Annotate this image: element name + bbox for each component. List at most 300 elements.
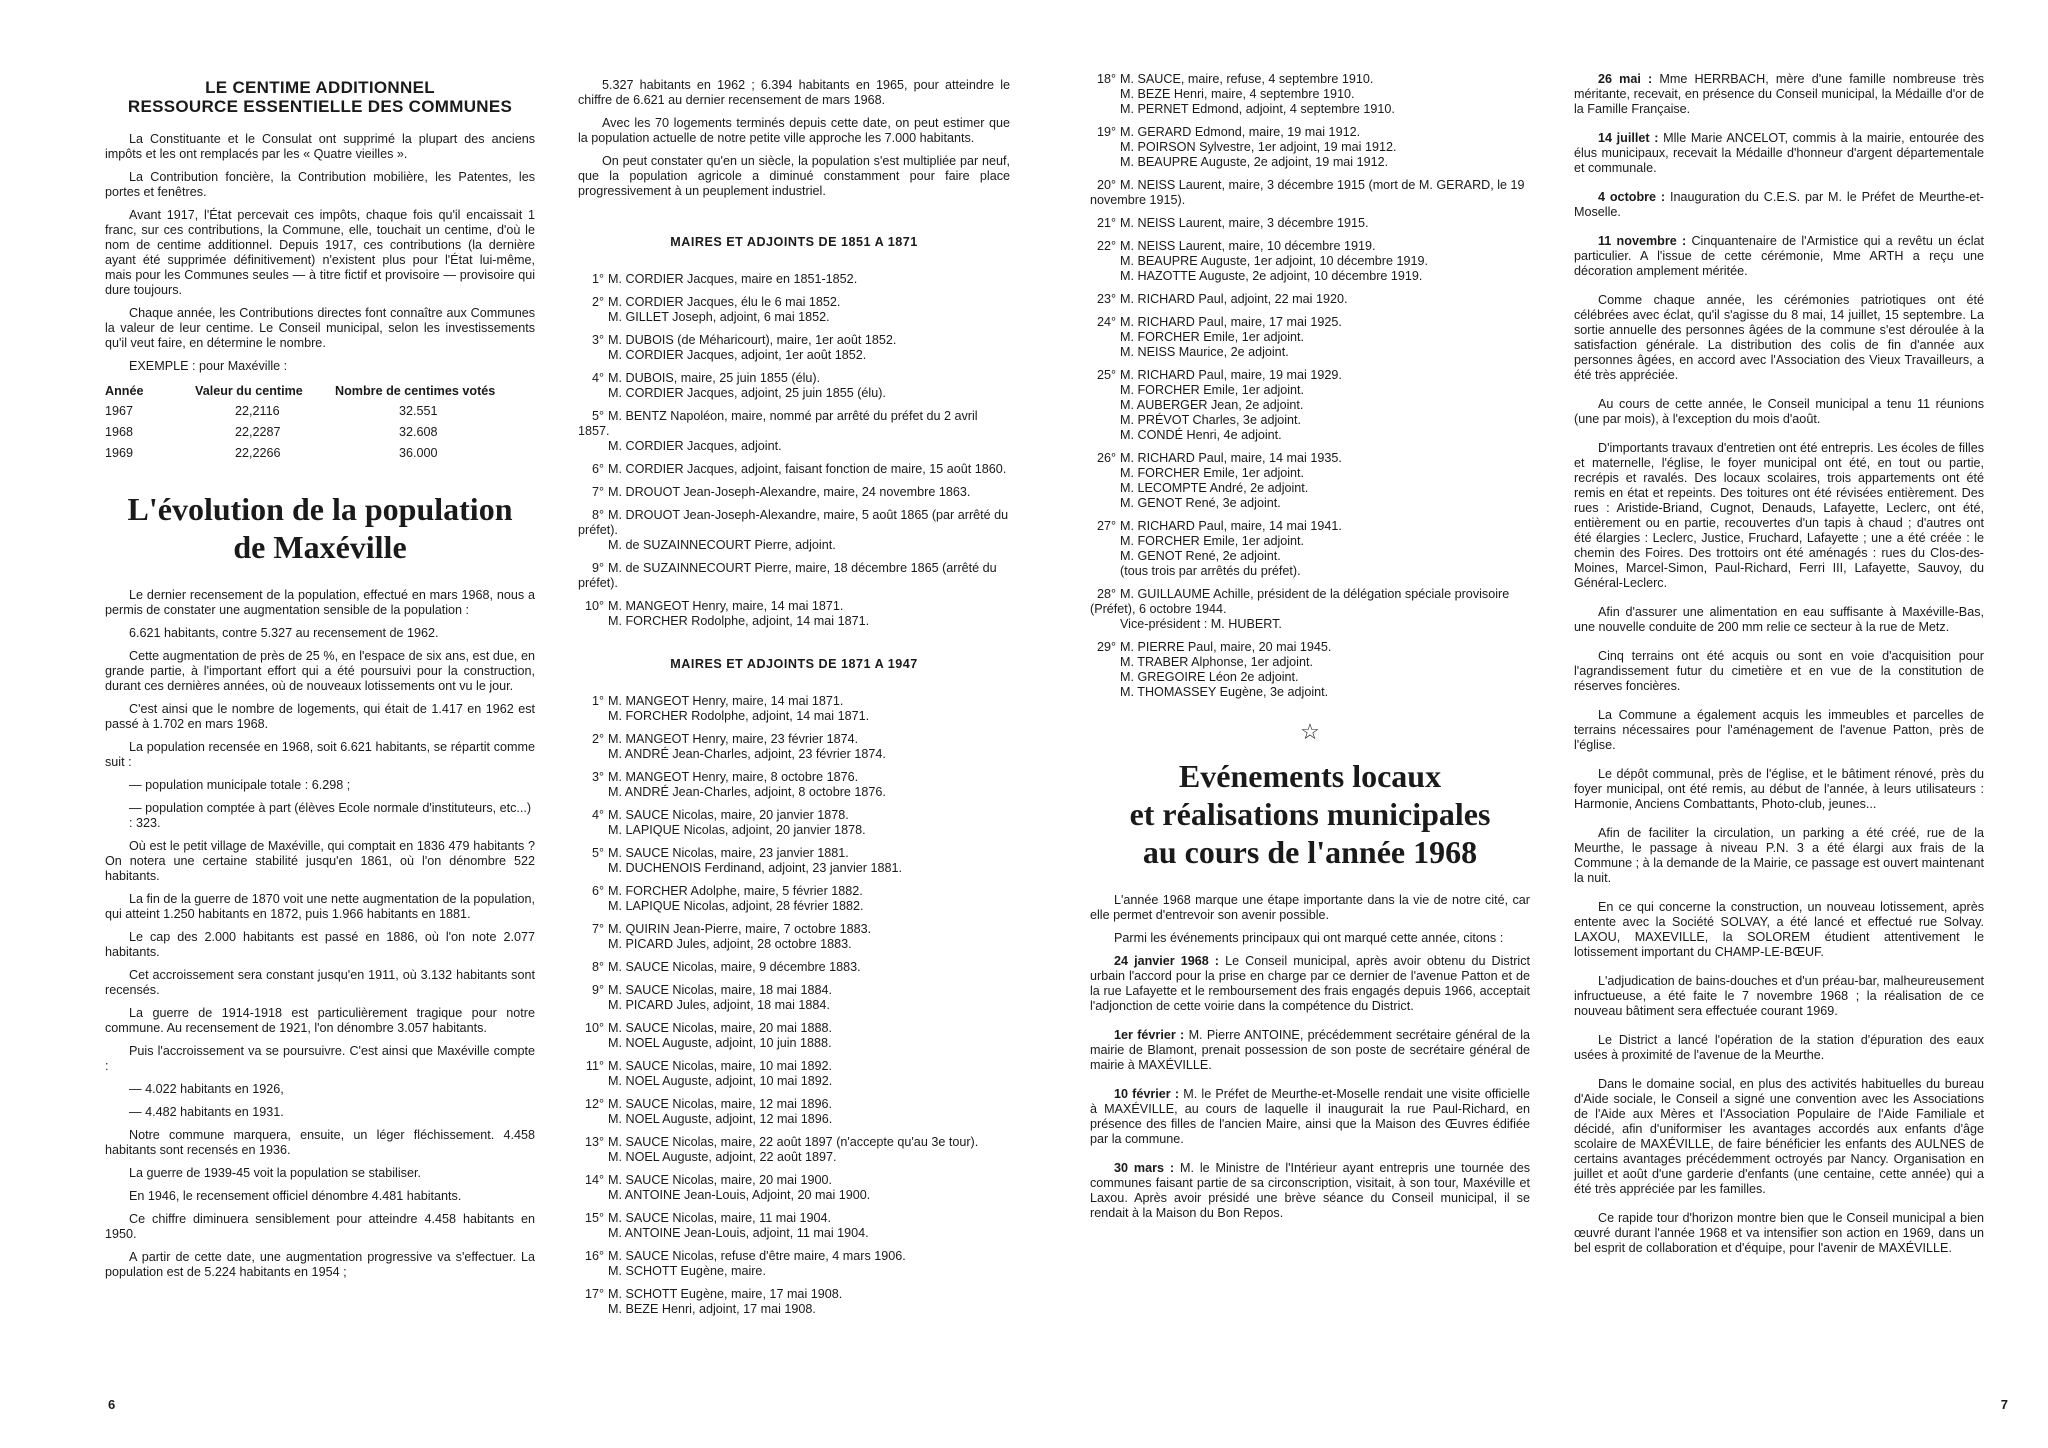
paragraph: 6.621 habitants, contre 5.327 au recensement de 1962. (129, 626, 439, 640)
mayors-list-1910-1945 (1090, 72, 1530, 700)
mayor-entry (578, 1249, 1010, 1279)
entry-line: M. FORCHER Rodolphe, adjoint, 14 mai 1871. (608, 614, 870, 628)
entry-number: 9° (591, 561, 604, 575)
paragraph: L'adjudication de bains-douches et d'un préau-bar, malheureusement infructueuse, a été faite le 7 novembre 1968 ; la réalisation de ce nouveau bâtiment sera effectuée courant 1969. (1574, 974, 1984, 1018)
entry-number: 18° (1096, 72, 1116, 86)
paragraph: Notre commune marquera, ensuite, un léger fléchissement. 4.458 habitants sont recensés en 1936. (105, 1128, 535, 1157)
entry-first-line (578, 371, 1010, 386)
entry-number: 27° (1096, 519, 1116, 533)
entry-line: M. NOEL Auguste, adjoint, 10 mai 1892. (608, 1074, 833, 1088)
event-paragraph (1090, 954, 1530, 1014)
table-header: Année (105, 384, 144, 398)
mayor-entry (578, 1173, 1010, 1203)
paragraph: Avant 1917, l'État percevait ces impôts, chaque fois qu'il encaissait 1 franc, sur ces contributions, la Commune, elle, touchait un centime, d'où le nom de centime additionnel. Depuis 1917, ces contributions (la dernière ayant été supprimée définitivement) n'existent plus pour l'État lui-même, mais pour les Communes seules — à titre fictif et provisoire — provisoire qui dure toujours. (105, 208, 535, 297)
paragraph: La guerre de 1939-45 voit la population se stabiliser. (129, 1166, 421, 1180)
entry-first-line (578, 333, 1010, 348)
entry-line: M. PICARD Jules, adjoint, 28 octobre 1883. (608, 937, 852, 951)
paragraph: La fin de la guerre de 1870 voit une nette augmentation de la population, qui atteint 1.250 habitants en 1872, puis 1.966 habitants en 1881. (105, 892, 535, 921)
entry-text: M. NEISS Laurent, maire, 3 décembre 1915 (mort de M. GERARD, le 19 novembre 1915). (1090, 178, 1525, 207)
entry-line: M. GENOT René, 3e adjoint. (1120, 496, 1281, 510)
entry-number: 7° (591, 922, 604, 936)
mayor-entry (578, 462, 1010, 477)
entry-text: M. GERARD Edmond, maire, 19 mai 1912. (1120, 125, 1361, 139)
event-date: 1er février : (1114, 1028, 1185, 1042)
paragraph: La population recensée en 1968, soit 6.621 habitants, se répartit comme suit : (105, 740, 535, 769)
mayor-entry (578, 485, 1010, 500)
entry-first-line (578, 983, 1010, 998)
entry-first-line (1090, 178, 1530, 208)
table-cell: 36.000 (399, 446, 438, 460)
entry-number: 2° (591, 295, 604, 309)
entry-text: M. RICHARD Paul, maire, 17 mai 1925. (1120, 315, 1342, 329)
mayor-entry (1090, 315, 1530, 360)
event-paragraph (1574, 131, 1984, 176)
mayor-entry (578, 694, 1010, 724)
entry-number: 13° (584, 1135, 604, 1149)
event-text: Le Conseil municipal, après avoir obtenu du District urbain l'accord pour la prise en charge par ce dernier de l'avenue Patton et de la rue Lafayette et le remboursement des frais engagés depuis 1966, acceptait l'adjonction de cette voirie dans la compétence du District. (1090, 954, 1531, 1013)
entry-line: M. FORCHER Rodolphe, adjoint, 14 mai 1871. (608, 709, 870, 723)
entry-line: M. FORCHER Emile, 1er adjoint. (1120, 534, 1305, 548)
table-row (105, 401, 535, 422)
mayor-entry (578, 922, 1010, 952)
entry-line: M. BEZE Henri, adjoint, 17 mai 1908. (608, 1302, 816, 1316)
entry-number: 12° (584, 1097, 604, 1111)
events-title-line-2: et réalisations municipales (1129, 796, 1491, 832)
mayor-entry (578, 272, 1010, 287)
mayor-entry (1090, 292, 1530, 307)
paragraph: A partir de cette date, une augmentation progressive va s'effectuer. La population est de 5.224 habitants en 1954 ; (105, 1250, 535, 1279)
entry-text: M. MANGEOT Henry, maire, 14 mai 1871. (608, 599, 844, 613)
entry-number: 8° (591, 960, 604, 974)
event-paragraph (1090, 1028, 1530, 1073)
event-date: 14 juillet : (1598, 131, 1659, 145)
mayor-entry (578, 333, 1010, 363)
entry-line: M. NEISS Maurice, 2e adjoint. (1120, 345, 1289, 359)
entry-first-line (1090, 216, 1530, 231)
paragraph: On peut constater qu'en un siècle, la population s'est multipliée par neuf, que la population agricole a diminué constamment pour faire place progressivement à un peuplement industriel. (578, 154, 1010, 198)
entry-number: 2° (591, 732, 604, 746)
mayor-entry (1090, 125, 1530, 170)
left-page-column-1 (105, 78, 535, 1288)
paragraph: Comme chaque année, les cérémonies patriotiques ont été célébrées avec éclat, qu'il s'agisse du 8 mai, 14 juillet, 15 septembre. La sortie annuelle des personnes âgées de la commune s'est déroulée à la satisfaction générale. La distribution des colis de fin d'année aux personnes âgées, en accord avec l'Association des Vieux Travailleurs, a été très appréciée. (1574, 293, 1984, 382)
entry-line: M. PICARD Jules, adjoint, 18 mai 1884. (608, 998, 830, 1012)
entry-number: 5° (591, 846, 604, 860)
entry-text: M. PIERRE Paul, maire, 20 mai 1945. (1120, 640, 1332, 654)
entry-text: M. MANGEOT Henry, maire, 14 mai 1871. (608, 694, 844, 708)
events-paragraphs (1574, 293, 1984, 1256)
events-title-line-3: au cours de l'année 1968 (1142, 834, 1478, 870)
entry-first-line (578, 1249, 1010, 1264)
entry-text: M. RICHARD Paul, maire, 19 mai 1929. (1120, 368, 1342, 382)
mayors-list-1851-1871 (578, 272, 1010, 629)
entry-first-line (578, 1021, 1010, 1036)
entry-number: 17° (584, 1287, 604, 1301)
entry-line: M. BEZE Henri, maire, 4 septembre 1910. (1120, 87, 1355, 101)
entry-text: M. SCHOTT Eugène, maire, 17 mai 1908. (608, 1287, 843, 1301)
entry-first-line (578, 770, 1010, 785)
entry-first-line (1090, 72, 1530, 87)
mayor-entry (578, 1021, 1010, 1051)
entry-number: 19° (1096, 125, 1116, 139)
entry-text: M. RICHARD Paul, adjoint, 22 mai 1920. (1120, 292, 1348, 306)
entry-text: M. SAUCE Nicolas, maire, 10 mai 1892. (608, 1059, 832, 1073)
centime-heading-line-2: RESSOURCE ESSENTIELLE DES COMMUNES (127, 97, 513, 116)
entry-number: 7° (591, 485, 604, 499)
section-title-1871-1947: MAIRES ET ADJOINTS DE 1871 A 1947 (670, 657, 918, 671)
table-cell: 22,2266 (235, 446, 281, 460)
paragraph: Le dépôt communal, près de l'église, et le bâtiment rénové, près du foyer municipal, ont été remis, au début de l'année, à leurs utilisateurs : Harmonie, Anciens Combattants, Photo-club, jeunes... (1574, 767, 1984, 811)
mayor-entry (578, 846, 1010, 876)
entry-number: 28° (1096, 587, 1116, 601)
table-header-row (105, 382, 535, 401)
entry-first-line (578, 272, 1010, 287)
entry-line: M. BEAUPRE Auguste, 1er adjoint, 10 décembre 1919. (1120, 254, 1429, 268)
mayor-entry (578, 884, 1010, 914)
event-text: Inauguration du C.E.S. par M. le Préfet de Meurthe-et-Moselle. (1574, 190, 1984, 219)
paragraph: Cinq terrains ont été acquis ou sont en voie d'acquisition pour l'agrandissement futur du cimetière et en vue de la constitution de réserves foncières. (1574, 649, 1984, 693)
paragraph: Dans le domaine social, en plus des activités habituelles du bureau d'Aide sociale, le Conseil a signé une convention avec les Associations de l'Aide aux Mères et l'Association Populaire de l'Aide Familiale et décidé, afin d'uniformiser les avantages accordés aux enfants d'âge scolaire de MAXÉVILLE, de faire bénéficier les enfants des AULNES de certains avantages précédemment octroyés par Nancy. Organisation en juillet et août d'une garderie d'enfants (une centaine, cette année) qui a été très appréciée par les familles. (1574, 1077, 1984, 1196)
paragraph: Ce rapide tour d'horizon montre bien que le Conseil municipal a bien œuvré durant l'année 1968 et va intensifier son action en 1969, dans un bel esprit de collaboration et d'équipe, pour l'avenir de MAXÉVILLE. (1574, 1211, 1984, 1255)
entry-number: 20° (1096, 178, 1116, 192)
entry-text: M. MANGEOT Henry, maire, 8 octobre 1876. (608, 770, 859, 784)
entry-text: M. SAUCE Nicolas, maire, 12 mai 1896. (608, 1097, 832, 1111)
right-page-column-1 (1090, 72, 1530, 1235)
entry-line: M. PERNET Edmond, adjoint, 4 septembre 1910. (1120, 102, 1395, 116)
mayor-entry (1090, 178, 1530, 208)
entry-text: M. DUBOIS (de Méharicourt), maire, 1er août 1852. (608, 333, 897, 347)
centime-table (105, 382, 535, 464)
entry-first-line (578, 1173, 1010, 1188)
entry-text: M. SAUCE Nicolas, maire, 20 janvier 1878. (608, 808, 849, 822)
entry-text: M. DROUOT Jean-Joseph-Alexandre, maire, 24 novembre 1863. (608, 485, 971, 499)
paragraph: Puis l'accroissement va se poursuivre. C'est ainsi que Maxéville compte : (105, 1044, 535, 1073)
events-list (1090, 954, 1530, 1221)
paragraph: Où est le petit village de Maxéville, qui comptait en 1836 479 habitants ? On notera une certaine stabilité jusqu'en 1861, où l'on dénombre 522 habitants. (105, 839, 535, 883)
star-icon: ☆ (1300, 719, 1320, 744)
entry-first-line (578, 561, 1010, 591)
entry-line: M. de SUZAINNECOURT Pierre, adjoint. (608, 538, 836, 552)
entry-text: M. SAUCE Nicolas, maire, 23 janvier 1881. (608, 846, 849, 860)
entry-first-line (578, 884, 1010, 899)
entry-number: 22° (1096, 239, 1116, 253)
entry-text: M. de SUZAINNECOURT Pierre, maire, 18 décembre 1865 (arrêté du préfet). (578, 561, 997, 590)
dash-item: — 4.482 habitants en 1931. (129, 1105, 284, 1119)
entry-text: M. BENTZ Napoléon, maire, nommé par arrêté du préfet du 2 avril 1857. (578, 409, 978, 438)
paragraph: Parmi les événements principaux qui ont marqué cette année, citons : (1114, 931, 1504, 945)
paragraph: En ce qui concerne la construction, un nouveau lotissement, après entente avec la Société SOLVAY, a été lancé et effectué rue Solvay. LAXOU, MAXEVILLE, la SOLOREM étudient attentivement le lotissement important du CHAMP-LE-BŒUF. (1574, 900, 1984, 959)
paragraph: La Contribution foncière, la Contribution mobilière, les Patentes, les portes et fenêtres. (105, 170, 535, 199)
entry-text: M. RICHARD Paul, maire, 14 mai 1941. (1120, 519, 1342, 533)
entry-line: M. FORCHER Emile, 1er adjoint. (1120, 466, 1305, 480)
events-title-line-1: Evénements locaux (1178, 758, 1442, 794)
entry-text: M. MANGEOT Henry, maire, 23 février 1874. (608, 732, 859, 746)
events-title (1090, 757, 1530, 871)
example-label: EXEMPLE : pour Maxéville : (129, 359, 288, 373)
entry-number: 6° (591, 462, 604, 476)
event-paragraph (1090, 1161, 1530, 1221)
entry-first-line (1090, 640, 1530, 655)
mayor-entry (578, 295, 1010, 325)
entry-number: 25° (1096, 368, 1116, 382)
entry-text: M. CORDIER Jacques, maire en 1851-1852. (608, 272, 858, 286)
event-date: 11 novembre : (1598, 234, 1687, 248)
event-date: 10 février : (1114, 1087, 1180, 1101)
entry-line: M. NOEL Auguste, adjoint, 10 juin 1888. (608, 1036, 832, 1050)
entry-first-line (1090, 451, 1530, 466)
entry-first-line (1090, 368, 1530, 383)
entry-first-line (578, 1135, 1010, 1150)
entry-text: M. NEISS Laurent, maire, 10 décembre 1919. (1120, 239, 1376, 253)
paragraph: Le dernier recensement de la population, effectué en mars 1968, nous a permis de constater une augmentation sensible de la population : (105, 588, 535, 617)
entry-text: M. SAUCE Nicolas, maire, 22 août 1897 (n'accepte qu'au 3e tour). (608, 1135, 979, 1149)
entry-line: M. SCHOTT Eugène, maire. (608, 1264, 766, 1278)
entry-text: M. RICHARD Paul, maire, 14 mai 1935. (1120, 451, 1342, 465)
entry-first-line (1090, 239, 1530, 254)
entry-first-line (578, 1059, 1010, 1074)
event-text: Mlle Marie ANCELOT, commis à la mairie, entourée des élus municipaux, recevait la Médaille d'honneur d'argent départementale et communale. (1574, 131, 1984, 175)
entry-number: 11° (585, 1059, 604, 1073)
entry-line: M. TRABER Alphonse, 1er adjoint. (1120, 655, 1313, 669)
mayor-entry (1090, 519, 1530, 579)
table-cell: 22,2116 (235, 404, 280, 418)
entry-first-line (578, 846, 1010, 861)
table-cell: 1968 (105, 425, 134, 439)
page-number: 7 (2000, 1397, 2008, 1412)
paragraph: Chaque année, les Contributions directes font connaître aux Communes la valeur de leur centime. Le Conseil municipal, selon les investissements qu'il veut faire, en détermine le nombre. (105, 306, 535, 350)
centime-heading-line-1: LE CENTIME ADDITIONNEL (205, 78, 435, 97)
paragraph: En 1946, le recensement officiel dénombre 4.481 habitants. (129, 1189, 462, 1203)
entry-number: 26° (1096, 451, 1116, 465)
mayor-entry (578, 732, 1010, 762)
mayor-entry (578, 599, 1010, 629)
entry-line: M. HAZOTTE Auguste, 2e adjoint, 10 décembre 1919. (1120, 269, 1423, 283)
entry-number: 15° (584, 1211, 604, 1225)
table-cell: 1967 (105, 404, 134, 418)
entry-first-line (578, 960, 1010, 975)
entry-first-line (578, 462, 1010, 477)
entry-line: M. AUBERGER Jean, 2e adjoint. (1120, 398, 1304, 412)
entry-text: M. NEISS Laurent, maire, 3 décembre 1915. (1120, 216, 1369, 230)
events-list (1574, 72, 1984, 279)
event-text: M. le Préfet de Meurthe-et-Moselle rendait une visite officielle à MAXÉVILLE, au cours de laquelle il inaugurait la rue Paul-Richard, en présence des filles de l'ancien Maire, ainsi que la Maison des Œuvres édifiée par la commune. (1090, 1087, 1530, 1146)
entry-line: Vice-président : M. HUBERT. (1120, 617, 1282, 631)
population-title-line-1: L'évolution de la population (127, 491, 513, 527)
event-date: 24 janvier 1968 : (1114, 954, 1220, 968)
entry-text: M. SAUCE, maire, refuse, 4 septembre 1910. (1120, 72, 1374, 86)
entry-number: 14° (584, 1173, 604, 1187)
entry-text: M. SAUCE Nicolas, maire, 20 mai 1888. (608, 1021, 832, 1035)
entry-line: M. NOEL Auguste, adjoint, 12 mai 1896. (608, 1112, 833, 1126)
mayor-entry (578, 960, 1010, 975)
mayor-entry (578, 770, 1010, 800)
entry-number: 3° (591, 333, 604, 347)
mayor-entry (578, 1097, 1010, 1127)
entry-text: M. GUILLAUME Achille, président de la délégation spéciale provisoire (Préfet), 6 octobre 1944. (1090, 587, 1510, 616)
entry-first-line (1090, 315, 1530, 330)
entry-number: 24° (1096, 315, 1116, 329)
mayor-entry (578, 1059, 1010, 1089)
entry-number: 8° (591, 508, 604, 522)
entry-line: M. GREGOIRE Léon 2e adjoint. (1120, 670, 1299, 684)
entry-first-line (578, 295, 1010, 310)
paragraph: La guerre de 1914-1918 est particulièrement tragique pour notre commune. Au recensement de 1921, l'on dénombre 3.057 habitants. (105, 1006, 535, 1035)
entry-line: M. POIRSON Sylvestre, 1er adjoint, 19 mai 1912. (1120, 140, 1397, 154)
entry-line: (tous trois par arrêtés du préfet). (1120, 564, 1301, 578)
mayor-entry (578, 508, 1010, 553)
entry-line: M. DUCHENOIS Ferdinand, adjoint, 23 janvier 1881. (608, 861, 902, 875)
paragraph: Le District a lancé l'opération de la station d'épuration des eaux usées à proximité de l'avenue de la Meurthe. (1574, 1033, 1984, 1062)
mayor-entry (1090, 640, 1530, 700)
entry-line: M. GILLET Joseph, adjoint, 6 mai 1852. (608, 310, 830, 324)
entry-number: 23° (1096, 292, 1116, 306)
entry-text: M. CORDIER Jacques, élu le 6 mai 1852. (608, 295, 841, 309)
entry-line: M. BEAUPRE Auguste, 2e adjoint, 19 mai 1912. (1120, 155, 1389, 169)
paragraph: C'est ainsi que le nombre de logements, qui était de 1.417 en 1962 est passé à 1.702 en mars 1968. (105, 702, 535, 731)
entry-line: M. LECOMPTE André, 2e adjoint. (1120, 481, 1309, 495)
entry-number: 4° (591, 371, 604, 385)
entry-number: 5° (591, 409, 604, 423)
table-cell: 32.551 (399, 404, 438, 418)
population-title-line-2: de Maxéville (233, 529, 407, 565)
entry-number: 21° (1096, 216, 1116, 230)
entry-text: M. QUIRIN Jean-Pierre, maire, 7 octobre 1883. (608, 922, 872, 936)
entry-first-line (1090, 125, 1530, 140)
entry-first-line (578, 1097, 1010, 1112)
paragraph: La Constituante et le Consulat ont supprimé la plupart des anciens impôts et les ont remplacés par les « Quatre vieilles ». (105, 132, 535, 161)
mayor-entry (1090, 216, 1530, 231)
entry-first-line (578, 599, 1010, 614)
entry-line: M. CORDIER Jacques, adjoint, 25 juin 1855 (élu). (608, 386, 886, 400)
entry-line: M. GENOT René, 2e adjoint. (1120, 549, 1281, 563)
table-header: Valeur du centime (195, 384, 303, 398)
entry-first-line (578, 409, 1010, 439)
entry-number: 3° (591, 770, 604, 784)
paragraph: 5.327 habitants en 1962 ; 6.394 habitants en 1965, pour atteindre le chiffre de 6.621 au dernier recensement de mars 1968. (578, 78, 1010, 107)
entry-line: M. LAPIQUE Nicolas, adjoint, 28 février 1882. (608, 899, 864, 913)
right-page-column-2 (1574, 72, 1984, 1270)
dash-item: — population comptée à part (élèves Ecole normale d'instituteurs, etc...) : 323. (129, 801, 532, 830)
event-paragraph (1574, 72, 1984, 117)
entry-line: M. NOEL Auguste, adjoint, 22 août 1897. (608, 1150, 837, 1164)
entry-first-line (578, 485, 1010, 500)
paragraph: Ce chiffre diminuera sensiblement pour atteindre 4.458 habitants en 1950. (105, 1212, 535, 1241)
entry-number: 4° (591, 808, 604, 822)
entry-first-line (1090, 587, 1530, 617)
mayor-entry (1090, 368, 1530, 443)
entry-line: M. ANDRÉ Jean-Charles, adjoint, 23 février 1874. (608, 747, 886, 761)
entry-first-line (578, 808, 1010, 823)
event-paragraph (1574, 234, 1984, 279)
mayor-entry (1090, 239, 1530, 284)
table-cell: 1969 (105, 446, 134, 460)
entry-number: 9° (591, 983, 604, 997)
table-cell: 22,2287 (235, 425, 281, 439)
paragraph: Cette augmentation de près de 25 %, en l'espace de six ans, est due, en grande partie, à l'important effort qui a été poursuivi pour la construction, durant ces dernières années, où de nouveaux lotissements ont vu le jour. (105, 649, 535, 693)
event-paragraph (1090, 1087, 1530, 1147)
entry-first-line (1090, 292, 1530, 307)
mayor-entry (578, 1287, 1010, 1317)
event-paragraph (1574, 190, 1984, 220)
entry-first-line (578, 1287, 1010, 1302)
entry-number: 10° (584, 1021, 604, 1035)
entry-line: M. PRÉVOT Charles, 3e adjoint. (1120, 413, 1302, 427)
mayor-entry (578, 983, 1010, 1013)
entry-text: M. SAUCE Nicolas, maire, 9 décembre 1883. (608, 960, 861, 974)
paragraph: Au cours de cette année, le Conseil municipal a tenu 11 réunions (une par mois), à l'exception du mois d'août. (1574, 397, 1984, 426)
entry-line: M. CORDIER Jacques, adjoint. (608, 439, 782, 453)
mayor-entry (1090, 587, 1530, 632)
entry-text: M. SAUCE Nicolas, maire, 20 mai 1900. (608, 1173, 832, 1187)
entry-text: M. SAUCE Nicolas, maire, 18 mai 1884. (608, 983, 832, 997)
entry-first-line (578, 1211, 1010, 1226)
entry-first-line (578, 732, 1010, 747)
paragraph: Avec les 70 logements terminés depuis cette date, on peut estimer que la population actuelle de notre petite ville approche les 7.000 habitants. (578, 116, 1010, 145)
entry-text: M. FORCHER Adolphe, maire, 5 février 1882. (608, 884, 863, 898)
table-header: Nombre de centimes votés (335, 384, 496, 398)
entry-number: 6° (591, 884, 604, 898)
event-text: Mme HERRBACH, mère d'une famille nombreuse très méritante, recevait, en présence du Conseil municipal, la Médaille d'or de la Famille Française. (1574, 72, 1985, 116)
entry-text: M. DUBOIS, maire, 25 juin 1855 (élu). (608, 371, 821, 385)
mayor-entry (1090, 72, 1530, 117)
entry-number: 1° (591, 272, 604, 286)
entry-text: M. CORDIER Jacques, adjoint, faisant fonction de maire, 15 août 1860. (608, 462, 1007, 476)
mayors-list-1871-1947 (578, 694, 1010, 1317)
entry-line: M. ANDRÉ Jean-Charles, adjoint, 8 octobre 1876. (608, 785, 886, 799)
entry-line: M. ANTOINE Jean-Louis, Adjoint, 20 mai 1900. (608, 1188, 871, 1202)
event-text: M. le Ministre de l'Intérieur ayant entrepris une tournée des communes faisant partie de sa circonscription, visitait, à son tour, Maxéville et Laxou. Après avoir présidé une brève séance du Conseil municipal, il se rendait à la Maison du Bon Repos. (1090, 1161, 1530, 1220)
table-row (105, 422, 535, 443)
entry-first-line (578, 508, 1010, 538)
entry-line: M. CORDIER Jacques, adjoint, 1er août 1852. (608, 348, 867, 362)
dash-item: — population municipale totale : 6.298 ; (129, 778, 351, 792)
population-title (105, 490, 535, 566)
mayor-entry (578, 1211, 1010, 1241)
mayor-entry (578, 561, 1010, 591)
entry-first-line (578, 694, 1010, 709)
paragraph: Cet accroissement sera constant jusqu'en 1911, où 3.132 habitants sont recensés. (105, 968, 535, 997)
event-text: M. Pierre ANTOINE, précédemment secrétaire général de la mairie de Blamont, prenait possession de son poste de secrétaire général de mairie à MAXÉVILLE. (1090, 1028, 1531, 1072)
left-page-column-2 (578, 78, 1010, 1325)
event-date: 30 mars : (1114, 1161, 1175, 1175)
event-date: 4 octobre : (1598, 190, 1666, 204)
centime-heading (105, 78, 535, 116)
dash-item: — 4.022 habitants en 1926, (129, 1082, 284, 1096)
paragraph: D'importants travaux d'entretien ont été entrepris. Les écoles de filles et maternelle, l'église, le foyer municipal ont été, en tout ou partie, recrépis et ravalés. Des locaux scolaires, trois appartements ont été remis en état et repeints. Des toitures ont été révisées entièrement. Des rues : Aristide-Briand, Cugnot, Denauds, Lafayette, Leclerc, ont été, entièrement ou en partie, recouvertes d'un tapis à chaud ; d'autres ont été élargies : Leclerc, Justice, Fruchard, Lafayette ; une a été créée : le chemin des Foires. Des trottoirs ont été aménagés : rues du Clos-des-Moines, Marcel-Simon, Paul-Richard, Ferri III, Lafayette, Sauvoy, du Général-Leclerc. (1574, 441, 1984, 590)
entry-text: M. SAUCE Nicolas, refuse d'être maire, 4 mars 1906. (608, 1249, 906, 1263)
right-page (1024, 0, 2048, 1448)
mayor-entry (578, 1135, 1010, 1165)
paragraph: Afin d'assurer une alimentation en eau suffisante à Maxéville-Bas, une nouvelle conduite de 200 mm relie ce secteur à la rue de Metz. (1574, 605, 1984, 634)
entry-text: M. DROUOT Jean-Joseph-Alexandre, maire, 5 août 1865 (par arrêté du préfet). (578, 508, 1009, 537)
entry-line: M. CONDÉ Henri, 4e adjoint. (1120, 428, 1282, 442)
paragraph: Afin de faciliter la circulation, un parking a été créé, rue de la Meurthe, le passage à niveau P.N. 3 a été élargi aux frais de la Commune ; à la demande de la Mairie, ce passage est ouvert maintenant la nuit. (1574, 826, 1984, 885)
entry-number: 16° (584, 1249, 604, 1263)
entry-line: M. FORCHER Emile, 1er adjoint. (1120, 330, 1305, 344)
event-text: Cinquantenaire de l'Armistice qui a revêtu un éclat particulier. A l'issue de cette cérémonie, Mme ARTH a reçu une décoration amplement méritée. (1574, 234, 1984, 278)
entry-line: M. LAPIQUE Nicolas, adjoint, 20 janvier 1878. (608, 823, 866, 837)
paragraph: L'année 1968 marque une étape importante dans la vie de notre cité, car elle permet d'entrevoir son avenir possible. (1090, 893, 1530, 922)
page-number: 6 (108, 1397, 116, 1412)
paragraph: La Commune a également acquis les immeubles et parcelles de terrains nécessaires pour l'aménagement de l'avenue Patton, près de l'église. (1574, 708, 1984, 752)
section-title-1851-1871: MAIRES ET ADJOINTS DE 1851 A 1871 (670, 235, 918, 249)
table-cell: 32.608 (399, 425, 438, 439)
entry-line: M. FORCHER Emile, 1er adjoint. (1120, 383, 1305, 397)
mayor-entry (1090, 451, 1530, 511)
entry-first-line (1090, 519, 1530, 534)
entry-number: 29° (1096, 640, 1116, 654)
entry-number: 1° (591, 694, 604, 708)
mayor-entry (578, 409, 1010, 454)
